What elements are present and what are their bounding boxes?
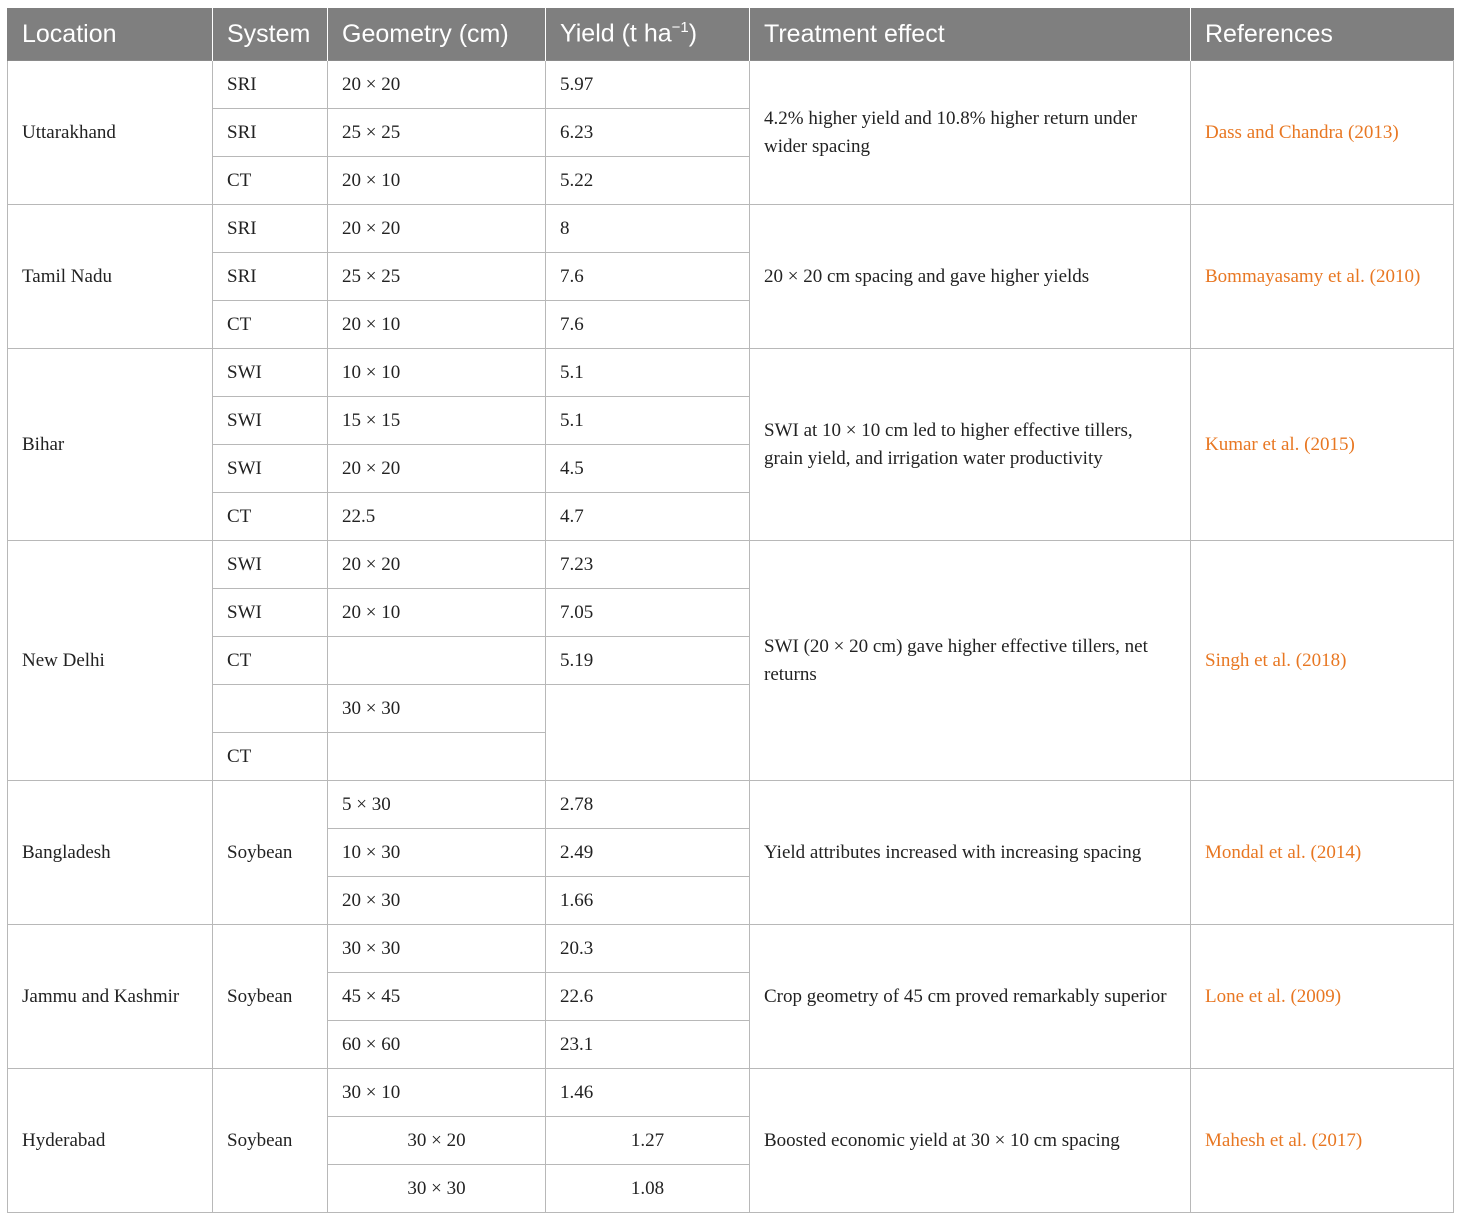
data-table bbox=[7, 8, 1454, 1213]
table-header bbox=[8, 8, 1454, 61]
yield-cell: 6.23 bbox=[546, 109, 750, 157]
header-references: References bbox=[1191, 8, 1454, 61]
yield-cell: 5.97 bbox=[546, 61, 750, 109]
table-row bbox=[8, 349, 1454, 397]
geometry-cell: 20 × 20 bbox=[328, 541, 546, 589]
yield-cell: 1.27 bbox=[546, 1117, 750, 1165]
treatment-effect-cell: 4.2% higher yield and 10.8% higher return under wider spacing bbox=[750, 61, 1191, 205]
system-cell: SRI bbox=[213, 61, 328, 109]
geometry-cell: 25 × 25 bbox=[328, 109, 546, 157]
location-cell: New Delhi bbox=[8, 541, 213, 781]
location-cell: Uttarakhand bbox=[8, 61, 213, 205]
geometry-cell: 20 × 10 bbox=[328, 301, 546, 349]
geometry-cell: 30 × 30 bbox=[328, 685, 546, 733]
header-treatment-effect: Treatment effect bbox=[750, 8, 1191, 61]
geometry-cell bbox=[328, 733, 546, 781]
yield-cell: 4.7 bbox=[546, 493, 750, 541]
system-cell: SWI bbox=[213, 397, 328, 445]
geometry-cell: 20 × 20 bbox=[328, 445, 546, 493]
system-cell: SRI bbox=[213, 205, 328, 253]
reference-link[interactable]: Mondal et al. (2014) bbox=[1191, 781, 1454, 925]
table-row bbox=[8, 61, 1454, 109]
treatment-effect-cell: SWI at 10 × 10 cm led to higher effective tillers, grain yield, and irrigation water productivity bbox=[750, 349, 1191, 541]
yield-cell: 2.78 bbox=[546, 781, 750, 829]
yield-cell: 5.22 bbox=[546, 157, 750, 205]
geometry-cell: 60 × 60 bbox=[328, 1021, 546, 1069]
treatment-effect-cell: SWI (20 × 20 cm) gave higher effective tillers, net returns bbox=[750, 541, 1191, 781]
yield-cell: 7.23 bbox=[546, 541, 750, 589]
geometry-cell: 30 × 30 bbox=[328, 925, 546, 973]
header-system: System bbox=[213, 8, 328, 61]
header-geometry: Geometry (cm) bbox=[328, 8, 546, 61]
geometry-cell: 45 × 45 bbox=[328, 973, 546, 1021]
header-yield-text: Yield (t ha bbox=[560, 19, 672, 48]
table-row bbox=[8, 541, 1454, 589]
geometry-cell: 20 × 10 bbox=[328, 157, 546, 205]
location-cell: Bangladesh bbox=[8, 781, 213, 925]
location-cell: Hyderabad bbox=[8, 1069, 213, 1213]
yield-cell: 1.46 bbox=[546, 1069, 750, 1117]
geometry-cell: 15 × 15 bbox=[328, 397, 546, 445]
system-cell bbox=[213, 685, 328, 733]
location-cell: Bihar bbox=[8, 349, 213, 541]
reference-link[interactable]: Mahesh et al. (2017) bbox=[1191, 1069, 1454, 1213]
system-cell: SWI bbox=[213, 589, 328, 637]
reference-link[interactable]: Singh et al. (2018) bbox=[1191, 541, 1454, 781]
geometry-cell: 10 × 30 bbox=[328, 829, 546, 877]
geometry-cell: 20 × 30 bbox=[328, 877, 546, 925]
system-cell: Soybean bbox=[213, 925, 328, 1069]
yield-cell: 1.08 bbox=[546, 1165, 750, 1213]
system-cell: Soybean bbox=[213, 1069, 328, 1213]
geometry-cell: 20 × 20 bbox=[328, 61, 546, 109]
system-cell: CT bbox=[213, 493, 328, 541]
yield-cell: 5.19 bbox=[546, 637, 750, 685]
system-cell: SWI bbox=[213, 445, 328, 493]
geometry-cell bbox=[328, 637, 546, 685]
yield-cell: 7.6 bbox=[546, 253, 750, 301]
table-row bbox=[8, 205, 1454, 253]
yield-cell: 1.66 bbox=[546, 877, 750, 925]
treatment-effect-cell: Boosted economic yield at 30 × 10 cm spacing bbox=[750, 1069, 1191, 1213]
geometry-cell: 20 × 10 bbox=[328, 589, 546, 637]
yield-cell bbox=[546, 685, 750, 781]
yield-cell: 20.3 bbox=[546, 925, 750, 973]
reference-link[interactable]: Dass and Chandra (2013) bbox=[1191, 61, 1454, 205]
reference-link[interactable]: Bommayasamy et al. (2010) bbox=[1191, 205, 1454, 349]
geometry-cell: 20 × 20 bbox=[328, 205, 546, 253]
yield-cell: 8 bbox=[546, 205, 750, 253]
location-cell: Jammu and Kashmir bbox=[8, 925, 213, 1069]
geometry-cell: 30 × 10 bbox=[328, 1069, 546, 1117]
geometry-cell: 5 × 30 bbox=[328, 781, 546, 829]
yield-cell: 22.6 bbox=[546, 973, 750, 1021]
table-row bbox=[8, 1069, 1454, 1117]
system-cell: SWI bbox=[213, 349, 328, 397]
geometry-cell: 25 × 25 bbox=[328, 253, 546, 301]
system-cell: SRI bbox=[213, 109, 328, 157]
system-cell: CT bbox=[213, 157, 328, 205]
header-location: Location bbox=[8, 8, 213, 61]
table-row bbox=[8, 781, 1454, 829]
header-yield-close: ) bbox=[688, 19, 698, 48]
system-cell: SRI bbox=[213, 253, 328, 301]
system-cell: CT bbox=[213, 301, 328, 349]
yield-cell: 7.05 bbox=[546, 589, 750, 637]
geometry-cell: 30 × 30 bbox=[328, 1165, 546, 1213]
system-cell: Soybean bbox=[213, 781, 328, 925]
geometry-cell: 22.5 bbox=[328, 493, 546, 541]
yield-cell: 7.6 bbox=[546, 301, 750, 349]
yield-cell: 4.5 bbox=[546, 445, 750, 493]
yield-cell: 5.1 bbox=[546, 349, 750, 397]
location-cell: Tamil Nadu bbox=[8, 205, 213, 349]
system-cell: CT bbox=[213, 637, 328, 685]
yield-cell: 5.1 bbox=[546, 397, 750, 445]
yield-cell: 2.49 bbox=[546, 829, 750, 877]
header-row bbox=[8, 8, 1454, 61]
table-row bbox=[8, 925, 1454, 973]
geometry-cell: 30 × 20 bbox=[328, 1117, 546, 1165]
reference-link[interactable]: Kumar et al. (2015) bbox=[1191, 349, 1454, 541]
system-cell: CT bbox=[213, 733, 328, 781]
geometry-cell: 10 × 10 bbox=[328, 349, 546, 397]
treatment-effect-cell: 20 × 20 cm spacing and gave higher yields bbox=[750, 205, 1191, 349]
system-cell: SWI bbox=[213, 541, 328, 589]
header-yield bbox=[546, 8, 750, 61]
yield-cell: 23.1 bbox=[546, 1021, 750, 1069]
treatment-effect-cell: Yield attributes increased with increasing spacing bbox=[750, 781, 1191, 925]
header-yield-exponent: −1 bbox=[671, 19, 689, 37]
treatment-effect-cell: Crop geometry of 45 cm proved remarkably superior bbox=[750, 925, 1191, 1069]
reference-link[interactable]: Lone et al. (2009) bbox=[1191, 925, 1454, 1069]
